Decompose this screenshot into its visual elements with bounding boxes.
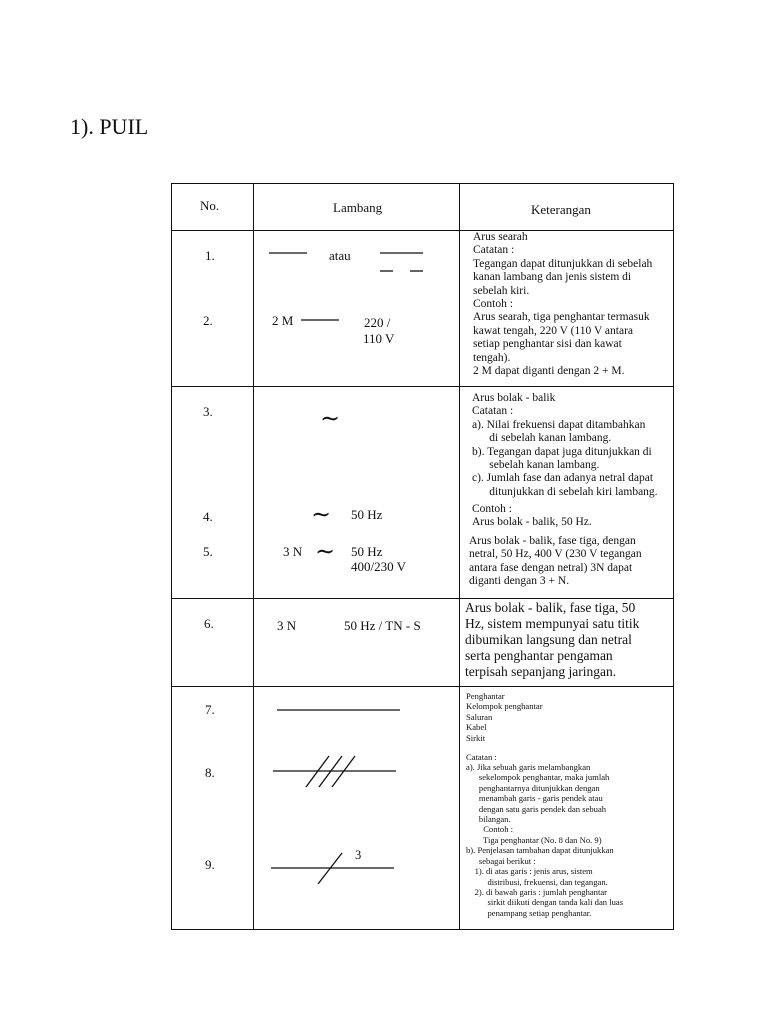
description-line: serta penghantar pengaman [465,648,613,663]
description-line: Catatan : [472,405,514,418]
item-number-2: 2. [203,313,213,328]
description-line: sebelah kanan lambang. [472,459,600,472]
description-line: dibumikan langsung dan netral [465,632,632,647]
phase-3n-5: 3 N [283,544,303,559]
item-number-7: 7. [205,702,215,717]
item-number-5: 5. [203,544,213,559]
description-tns [465,600,639,680]
description-dc [473,231,652,378]
item-number-3: 3. [203,404,213,419]
description-line: netral, 50 Hz, 400 V (230 V tegangan [469,548,642,561]
conductor-count-3: 3 [355,848,362,862]
description-line: sirkit diikuti dengan tanda kali dan luas [466,897,624,908]
description-line: Arus searah, tiga penghantar termasuk [473,311,650,324]
description-line: b). Penjelasan tambahan dapat ditunjukkan [466,845,614,856]
description-line: Contoh : [473,298,513,311]
description-line: Arus bolak - balik [472,392,556,404]
description-line: Tegangan dapat ditunjukkan di sebelah [473,257,653,270]
freq-50hz-tns: 50 Hz / TN - S [344,618,421,633]
description-line: sebelah kiri. [473,284,530,297]
description-line: Tiga penghantar (No. 8 dan No. 9) [466,834,602,845]
description-line: diganti dengan 3 + N. [469,575,570,588]
description-line: c). Jumlah fase dan adanya netral dapat [472,472,654,485]
description-line: antara fase dengan netral) 3N dapat [469,561,633,574]
description-line: terpisah sepanjang jaringan. [465,664,617,679]
description-line: sekelompok penghantar, maka jumlah [466,772,610,783]
ac-tilde-icon: ∼ [320,406,341,432]
description-line: kanan lambang dan jenis sistem di [473,271,632,284]
header-keterangan: Keterangan [531,202,591,217]
description-line: a). Nilai frekuensi dapat ditambahkan [472,418,646,431]
description-line: 1). di atas garis : jenis arus, sistem [466,866,593,877]
voltage-400-230: 400/230 V [351,559,407,574]
phase-3n-6: 3 N [277,618,297,633]
description-line: Arus bolak - balik, fase tiga, 50 [465,600,636,615]
item-number-6: 6. [204,616,214,631]
item-number-8: 8. [205,765,215,780]
description-line: Penghantar [466,691,505,701]
description-conductors [466,691,623,918]
description-line: menambah garis - garis pendek atau [466,793,603,804]
description-ac-example [472,503,592,530]
ac-tilde-icon-5: ∼ [315,539,336,565]
description-line: Catatan : [466,751,497,762]
description-line: dengan satu garis pendek dan sebuah [466,803,607,814]
atau-label: atau [329,248,351,263]
description-line: kawat tengah, 220 V (110 V antara [473,324,634,337]
header-lambang: Lambang [333,200,383,215]
description-line: Contoh : [466,824,514,835]
description-line: distribusi, frekuensi, dan tegangan. [466,876,608,887]
description-line: 2). di bawah garis : jumlah penghantar [466,886,608,897]
description-line: penghantarnya ditunjukkan dengan [466,782,600,793]
description-line: Arus bolak - balik, fase tiga, dengan [469,535,636,547]
description-line: b). Tegangan dapat juga ditunjukkan di [472,445,652,458]
description-line: Saluran [466,711,493,722]
ac-tilde-icon-4: ∼ [311,502,332,528]
description-line: setiap penghantar sisi dan kawat [473,338,622,351]
description-line: Sirkit [466,732,486,743]
description-line [466,743,623,752]
description-line: Kelompok penghantar [466,701,543,712]
description-line: 2 M dapat diganti dengan 2 + M. [473,365,625,378]
description-line: di sebelah kanan lambang. [472,432,612,445]
description-ac-top [472,392,658,499]
description-line: Arus bolak - balik, 50 Hz. [472,516,592,529]
voltage-110: 110 V [363,331,395,346]
two-m-label: 2 M [272,313,294,328]
description-line: tengah). [473,351,511,364]
item-number-9: 9. [205,857,215,872]
page-heading: 1). PUIL [70,114,149,139]
description-line: a). Jika sebuah garis melambangkan [466,762,591,773]
item-number-4: 4. [203,509,213,524]
freq-50hz-5: 50 Hz [351,544,383,559]
description-line: Hz, sistem mempunyai satu titik [465,616,640,631]
freq-50hz-4: 50 Hz [351,507,383,522]
description-line: Arus searah [473,231,528,243]
description-line: Kabel [466,722,487,733]
description-line: ditunjukkan di sebelah kiri lambang. [472,485,658,498]
item-number-1: 1. [205,248,215,263]
description-line: Catatan : [473,244,515,257]
voltage-220: 220 / [364,315,391,330]
description-line: sebagai berikut : [466,855,536,866]
description-line: bilangan. [466,814,511,825]
description-ac-three-phase [469,535,642,589]
description-line: Contoh : [472,503,512,515]
header-no: No. [200,198,220,213]
description-line: penampang setiap penghantar. [466,907,592,918]
